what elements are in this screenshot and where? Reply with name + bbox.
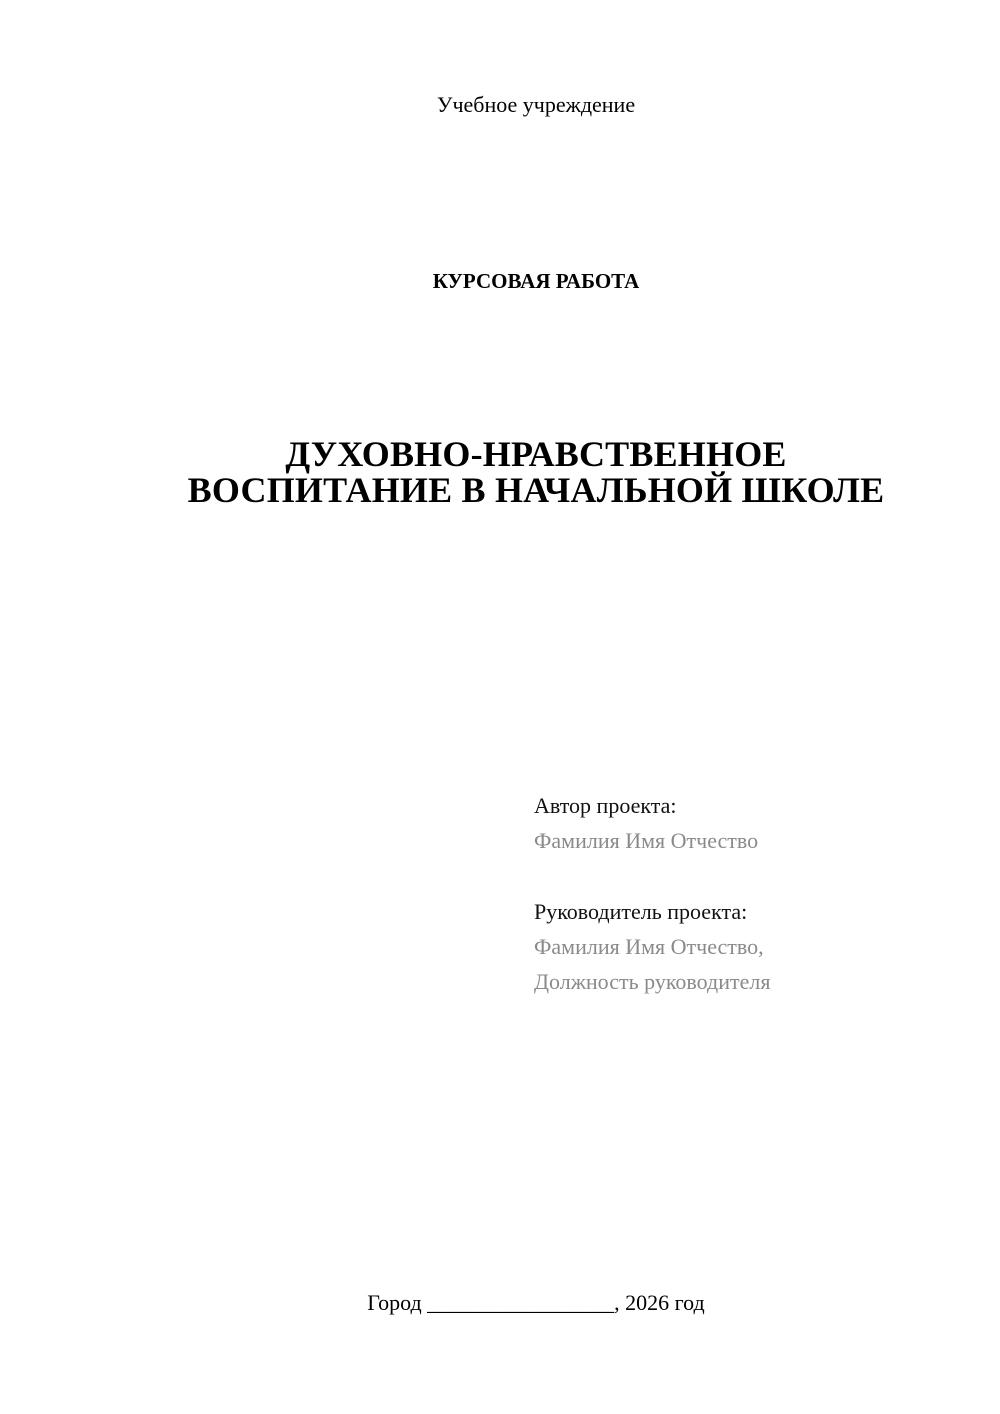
supervisor-label: Руководитель проекта: (534, 899, 748, 924)
document-title (0, 436, 1000, 508)
work-type-heading: КУРСОВАЯ РАБОТА (432, 269, 640, 293)
document-title-line-1: ДУХОВНО-НРАВСТВЕННОЕ (285, 434, 787, 474)
city-year-line: Город _________________, 2026 год (367, 1290, 705, 1315)
institution-name: Учебное учреждение (436, 92, 636, 117)
author-label: Автор проекта: (534, 793, 677, 818)
author-name: Фамилия Имя Отчество (534, 828, 759, 853)
credits-block (534, 788, 770, 999)
credits-spacer (534, 858, 770, 894)
supervisor-name: Фамилия Имя Отчество, (534, 934, 764, 959)
supervisor-position: Должность руководителя (534, 969, 771, 994)
document-title-line-2: ВОСПИТАНИЕ В НАЧАЛЬНОЙ ШКОЛЕ (187, 470, 885, 510)
